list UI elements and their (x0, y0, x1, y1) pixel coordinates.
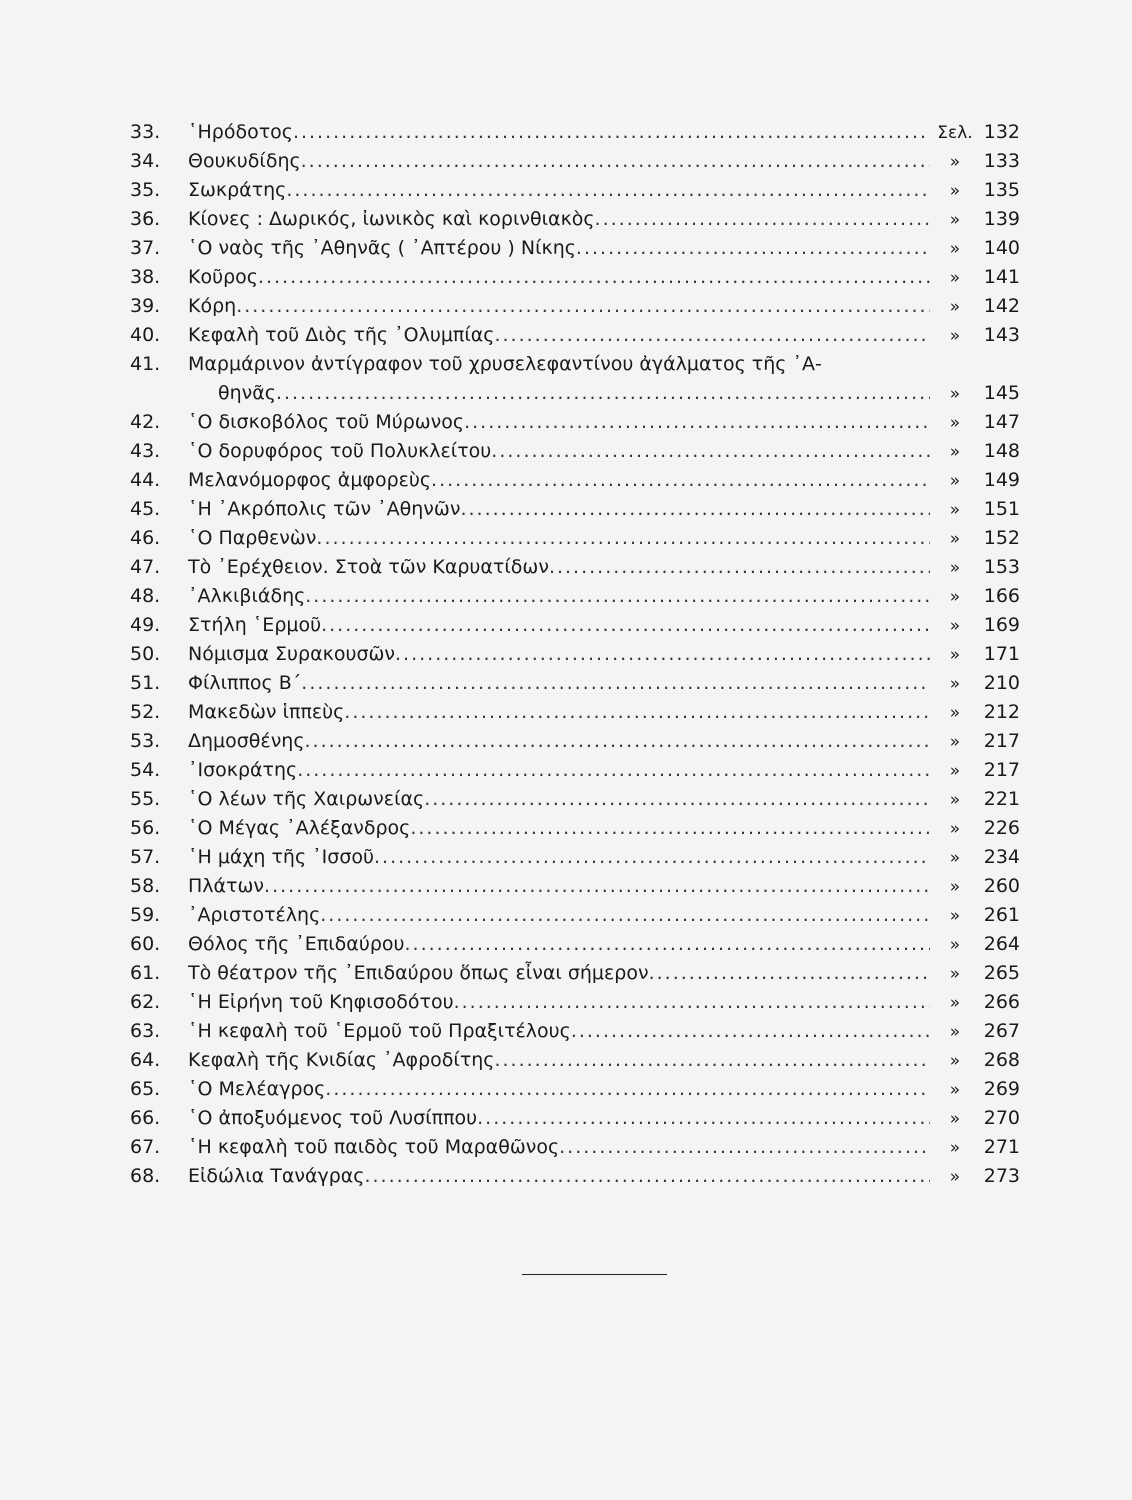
entry-title-cell (188, 1046, 930, 1075)
entry-title: ῾Ο Παρθενὼν (188, 527, 317, 549)
dot-leader (410, 814, 930, 843)
dot-leader (344, 698, 930, 727)
dot-leader (320, 901, 930, 930)
dot-leader (297, 756, 930, 785)
page-marker: » (949, 1080, 961, 1100)
entry-title: Εἰδώλια Τανάγρας (188, 1165, 365, 1187)
entry-number: 66. (130, 1107, 161, 1129)
page-marker: » (949, 674, 961, 694)
toc-entry (130, 1162, 1020, 1191)
dot-leader (460, 495, 930, 524)
dot-leader (305, 582, 930, 611)
entry-title: ῾Η ᾿Ακρόπολις τῶν ᾿Αθηνῶν (188, 498, 461, 520)
entry-number: 43. (130, 440, 161, 462)
page-marker: » (949, 993, 961, 1013)
dot-leader (649, 959, 930, 988)
dot-leader (395, 640, 930, 669)
toc-entry (130, 640, 1020, 669)
page-number: 210 (983, 672, 1020, 694)
entry-number: 42. (130, 411, 161, 433)
entry-number: 54. (130, 759, 161, 781)
entry-title: Νόμισμα Συρακουσῶν (188, 643, 396, 665)
toc-entry (130, 437, 1020, 466)
entry-title-cell (188, 147, 930, 176)
page-marker: » (949, 819, 961, 839)
page-number: 212 (983, 701, 1020, 723)
toc-entry (130, 959, 1020, 988)
page-number: 273 (983, 1165, 1020, 1187)
dot-leader (576, 234, 930, 263)
page-marker: » (949, 558, 961, 578)
entry-number: 48. (130, 585, 161, 607)
entry-number: 59. (130, 904, 161, 926)
dot-leader (595, 205, 930, 234)
entry-title: ᾿Αλκιβιάδης (188, 585, 306, 607)
toc-entry (130, 1046, 1020, 1075)
page-marker: » (949, 848, 961, 868)
entry-title: Κόρη (188, 295, 237, 317)
entry-title-cell (188, 785, 930, 814)
page-number: 151 (983, 498, 1020, 520)
page-number: 270 (983, 1107, 1020, 1129)
page-marker: » (949, 906, 961, 926)
entry-number: 38. (130, 266, 161, 288)
toc-entry (130, 843, 1020, 872)
page-marker: » (949, 413, 961, 433)
toc-entry (130, 1017, 1020, 1046)
dot-leader (494, 1046, 930, 1075)
page-marker: » (949, 268, 961, 288)
dot-leader (236, 292, 930, 321)
toc-entry (130, 1133, 1020, 1162)
entry-number: 55. (130, 788, 161, 810)
toc-entry (130, 553, 1020, 582)
entry-number: 56. (130, 817, 161, 839)
page-number: 152 (983, 527, 1020, 549)
toc-entry (130, 321, 1020, 350)
page-marker: » (949, 152, 961, 172)
dot-leader (477, 1104, 930, 1133)
page-number: 217 (983, 730, 1020, 752)
entry-title: Σωκράτης (188, 179, 287, 201)
entry-number: 52. (130, 701, 161, 723)
entry-title-cell (188, 1075, 930, 1104)
page-marker: » (949, 239, 961, 259)
dot-leader (374, 843, 930, 872)
toc-entry (130, 147, 1020, 176)
entry-title: Θόλος τῆς ᾿Επιδαύρου (188, 933, 405, 955)
toc-entry (130, 814, 1020, 843)
entry-title: Κοῦρος (188, 266, 258, 288)
page-number: 269 (983, 1078, 1020, 1100)
page-marker: » (949, 1109, 961, 1129)
toc-entry (130, 988, 1020, 1017)
entry-number: 46. (130, 527, 161, 549)
entry-title: ᾿Αριστοτέλης (188, 904, 321, 926)
entry-title: ῾Ο ἀποξυόμενος τοῦ Λυσίππου (188, 1107, 478, 1129)
entry-title-cell (188, 843, 930, 872)
entry-title: ᾿Ισοκράτης (188, 759, 298, 781)
entry-title: Δημοσθένης (188, 730, 305, 752)
page-number: 267 (983, 1020, 1020, 1042)
page-number: 132 (983, 121, 1020, 143)
toc-entry-continuation (130, 379, 1020, 408)
toc-entry (130, 785, 1020, 814)
entry-title-cell (188, 930, 930, 959)
dot-leader (549, 553, 930, 582)
page-number: 153 (983, 556, 1020, 578)
page-marker: » (949, 1138, 961, 1158)
entry-number: 35. (130, 179, 161, 201)
dot-leader (571, 1017, 930, 1046)
page-number: 226 (983, 817, 1020, 839)
page-number: 140 (983, 237, 1020, 259)
entry-number: 50. (130, 643, 161, 665)
page-number: 147 (983, 411, 1020, 433)
page-number: 148 (983, 440, 1020, 462)
dot-leader (301, 669, 930, 698)
page-number: 141 (983, 266, 1020, 288)
page-marker: » (949, 500, 961, 520)
toc-entry (130, 495, 1020, 524)
page-number: 145 (983, 382, 1020, 404)
entry-title-cell (188, 640, 930, 669)
entry-title: ῾Η κεφαλὴ τοῦ ῾Ερμοῦ τοῦ Πραξιτέλους (188, 1020, 571, 1042)
dot-leader (454, 988, 930, 1017)
entry-title: ῾Ο Μέγας ᾿Αλέξανδρος (188, 817, 411, 839)
dot-leader (305, 727, 931, 756)
entry-title: ῾Ο λέων τῆς Χαιρωνείας (188, 788, 425, 810)
page-marker: » (949, 529, 961, 549)
dot-leader (276, 379, 930, 408)
page-number: 139 (983, 208, 1020, 230)
toc-entry (130, 698, 1020, 727)
entry-title-cell (188, 1162, 930, 1191)
entry-title-continuation: θηνᾶς (218, 382, 276, 404)
page-number: 271 (983, 1136, 1020, 1158)
page-marker: » (949, 210, 961, 230)
entry-number: 62. (130, 991, 161, 1013)
page-number: 260 (983, 875, 1020, 897)
entry-title-cell (188, 814, 930, 843)
entry-number: 57. (130, 846, 161, 868)
entry-title: ῾Ο δισκοβόλος τοῦ Μύρωνος (188, 411, 465, 433)
page-number: 266 (983, 991, 1020, 1013)
page-marker: » (949, 471, 961, 491)
entry-number: 45. (130, 498, 161, 520)
dot-leader (491, 437, 930, 466)
dot-leader (321, 611, 930, 640)
dot-leader (464, 408, 930, 437)
page-marker: » (949, 935, 961, 955)
entry-title: Κεφαλὴ τοῦ Διὸς τῆς ᾿Ολυμπίας (188, 324, 495, 346)
entry-title-cell (188, 495, 930, 524)
entry-number: 65. (130, 1078, 161, 1100)
dot-leader (494, 321, 930, 350)
entry-number: 63. (130, 1020, 161, 1042)
entry-number: 37. (130, 237, 161, 259)
entry-number: 68. (130, 1165, 161, 1187)
entry-number: 47. (130, 556, 161, 578)
entry-title: ῾Η κεφαλὴ τοῦ παιδὸς τοῦ Μαραθῶνος (188, 1136, 560, 1158)
page-marker: » (949, 326, 961, 346)
entry-number: 67. (130, 1136, 161, 1158)
dot-leader (258, 263, 930, 292)
page-number: 265 (983, 962, 1020, 984)
page-number: 143 (983, 324, 1020, 346)
page-marker: » (949, 761, 961, 781)
page-number: 149 (983, 469, 1020, 491)
entry-title: Φίλιππος Β΄ (188, 672, 302, 694)
page-marker: » (949, 964, 961, 984)
entry-number: 51. (130, 672, 161, 694)
page-number: 234 (983, 846, 1020, 868)
entry-title-cell (188, 901, 930, 930)
page-marker: » (949, 790, 961, 810)
entry-title: ῾Ο Μελέαγρος (188, 1078, 326, 1100)
entry-title-cell (188, 118, 930, 147)
toc-entry (130, 1075, 1020, 1104)
toc-entry (130, 1104, 1020, 1133)
entry-number: 53. (130, 730, 161, 752)
dot-leader (325, 1075, 930, 1104)
entry-title-cell (188, 379, 930, 408)
toc-entry (130, 930, 1020, 959)
toc-entry (130, 872, 1020, 901)
toc-entry (130, 582, 1020, 611)
entry-title-cell (188, 408, 930, 437)
entry-title: Στήλη ῾Ερμοῦ (188, 614, 322, 636)
dot-leader (405, 930, 930, 959)
entry-number: 33. (130, 121, 161, 143)
entry-title-cell (188, 176, 930, 205)
entry-title-cell (188, 582, 930, 611)
entry-title: Θουκυδίδης (188, 150, 301, 172)
toc-entry (130, 524, 1020, 553)
entry-title-cell (188, 321, 930, 350)
entry-number: 34. (130, 150, 161, 172)
toc-entry (130, 756, 1020, 785)
page-marker: » (949, 703, 961, 723)
page-number: 217 (983, 759, 1020, 781)
toc-entry (130, 669, 1020, 698)
entry-title: ῾Ο δορυφόρος τοῦ Πολυκλείτου (188, 440, 492, 462)
entry-number: 60. (130, 933, 161, 955)
page-number: 171 (983, 643, 1020, 665)
toc-entry (130, 611, 1020, 640)
entry-title: ῾Η Εἰρήνη τοῦ Κηφισοδότου (188, 991, 454, 1013)
toc-entry (130, 350, 1020, 379)
entry-number: 41. (130, 353, 161, 375)
dot-leader (293, 118, 930, 147)
page-number: 261 (983, 904, 1020, 926)
toc-entry (130, 466, 1020, 495)
entry-number: 61. (130, 962, 161, 984)
entry-number: 36. (130, 208, 161, 230)
toc-entry (130, 901, 1020, 930)
entry-title: Μαρμάρινον ἀντίγραφον τοῦ χρυσελεφαντίνου ἀγάλματος τῆς ᾿Α- (188, 353, 822, 375)
page-marker: » (949, 1051, 961, 1071)
page-number: 166 (983, 585, 1020, 607)
toc-entry (130, 118, 1020, 147)
entry-title-cell (188, 756, 930, 785)
entry-title-cell (188, 872, 930, 901)
entry-title-cell (188, 959, 930, 988)
entry-number: 40. (130, 324, 161, 346)
entry-title: Κίονες : Δωρικός, ἰωνικὸς καὶ κορινθιακὸς (188, 208, 595, 230)
page-marker: » (949, 645, 961, 665)
entry-title-cell (188, 234, 930, 263)
toc-entry (130, 408, 1020, 437)
toc-entry (130, 292, 1020, 321)
entry-title-cell (188, 350, 930, 379)
entry-title: Τὸ ᾿Ερέχθειον. Στοὰ τῶν Καρυατίδων (188, 556, 549, 578)
page-number: 264 (983, 933, 1020, 955)
entry-title-cell (188, 437, 930, 466)
table-of-illustrations (130, 118, 1020, 1191)
toc-entry (130, 176, 1020, 205)
dot-leader (286, 176, 930, 205)
entry-title-cell (188, 988, 930, 1017)
entry-number: 58. (130, 875, 161, 897)
page-marker: » (949, 181, 961, 201)
page-number: 169 (983, 614, 1020, 636)
entry-title-cell (188, 466, 930, 495)
page-number: 135 (983, 179, 1020, 201)
entry-title: Μελανόμορφος ἀμφορεὺς (188, 469, 432, 491)
entry-title-cell (188, 1104, 930, 1133)
dot-leader (431, 466, 930, 495)
entry-number: 49. (130, 614, 161, 636)
dot-leader (364, 1162, 930, 1191)
entry-title-cell (188, 524, 930, 553)
entry-number: 44. (130, 469, 161, 491)
toc-entry (130, 205, 1020, 234)
entry-title: Πλάτων (188, 875, 265, 897)
entry-title-cell (188, 669, 930, 698)
entry-number: 64. (130, 1049, 161, 1071)
page-number: 268 (983, 1049, 1020, 1071)
entry-title-cell (188, 553, 930, 582)
entry-title-cell (188, 611, 930, 640)
entry-title: ῾Ο ναὸς τῆς ᾿Αθηνᾶς ( ᾿Απτέρου ) Νίκης (188, 237, 576, 259)
entry-title-cell (188, 1017, 930, 1046)
page-marker: » (949, 877, 961, 897)
entry-title-cell (188, 263, 930, 292)
page-marker: » (949, 1167, 961, 1187)
entry-title-cell (188, 727, 930, 756)
entry-title-cell (188, 1133, 930, 1162)
page-marker: » (949, 442, 961, 462)
entry-title: Μακεδὼν ἱππεὺς (188, 701, 345, 723)
dot-leader (301, 147, 930, 176)
entry-title: Κεφαλὴ τῆς Κνιδίας ᾿Αφροδίτης (188, 1049, 495, 1071)
toc-entry (130, 234, 1020, 263)
page-marker: » (949, 384, 961, 404)
page-marker: Σελ. (937, 123, 973, 143)
entry-title: ῾Η μάχη τῆς ᾿Ισσοῦ (188, 846, 374, 868)
toc-entry (130, 727, 1020, 756)
toc-entry (130, 263, 1020, 292)
page-number: 221 (983, 788, 1020, 810)
entry-title-cell (188, 698, 930, 727)
entry-title: Τὸ θέατρον τῆς ᾿Επιδαύρου ὅπως εἶναι σήμερον (188, 962, 649, 984)
closing-rule (522, 1274, 667, 1275)
page-marker: » (949, 297, 961, 317)
page-marker: » (949, 616, 961, 636)
page-number: 142 (983, 295, 1020, 317)
page-marker: » (949, 1022, 961, 1042)
dot-leader (316, 524, 930, 553)
dot-leader (264, 872, 930, 901)
entry-title-cell (188, 205, 930, 234)
entry-number: 39. (130, 295, 161, 317)
page-number: 133 (983, 150, 1020, 172)
dot-leader (559, 1133, 930, 1162)
entry-title-cell (188, 292, 930, 321)
entry-title: ῾Ηρόδοτος (188, 121, 293, 143)
dot-leader (424, 785, 930, 814)
page-marker: » (949, 732, 961, 752)
page-marker: » (949, 587, 961, 607)
